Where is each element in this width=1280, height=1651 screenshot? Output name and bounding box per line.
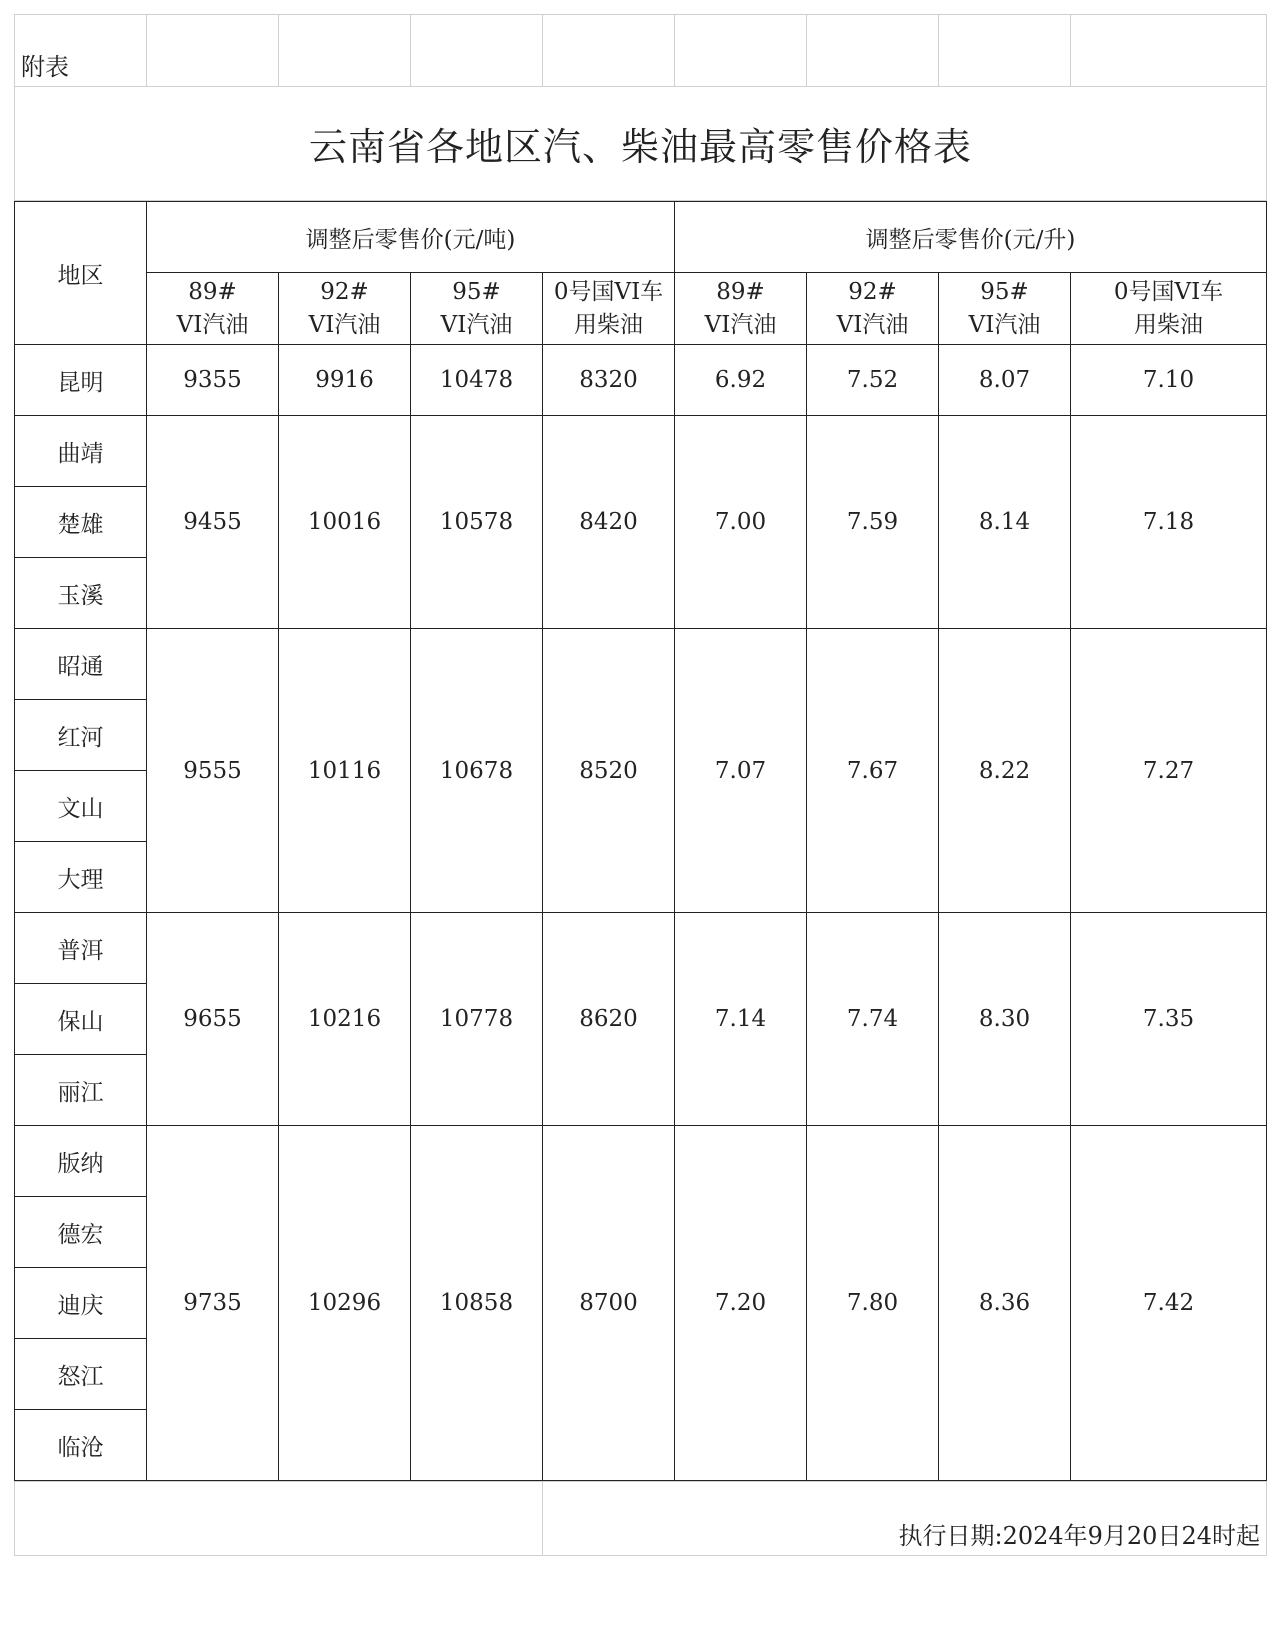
price-cell: 8.36 — [939, 1126, 1071, 1481]
region-cell: 楚雄 — [15, 487, 147, 558]
price-cell: 8.07 — [939, 345, 1071, 416]
price-cell: 9916 — [279, 345, 411, 416]
region-cell: 红河 — [15, 700, 147, 771]
column-header-line-2: VI汽油 — [176, 311, 249, 338]
price-cell: 7.52 — [807, 345, 939, 416]
region-cell: 昆明 — [15, 345, 147, 416]
column-header-line-2: VI汽油 — [440, 311, 513, 338]
price-cell: 7.67 — [807, 629, 939, 913]
price-cell: 7.27 — [1071, 629, 1267, 913]
price-cell: 8.22 — [939, 629, 1071, 913]
column-header-line-2: 用柴油 — [1134, 311, 1204, 338]
region-cell: 怒江 — [15, 1339, 147, 1410]
group-header-per-ton: 调整后零售价(元/吨) — [147, 202, 675, 273]
page-title: 云南省各地区汽、柴油最高零售价格表 — [15, 87, 1267, 201]
price-cell: 7.80 — [807, 1126, 939, 1481]
table-row — [15, 1126, 1267, 1197]
sheet-footer — [14, 1481, 1267, 1556]
table-row — [15, 416, 1267, 487]
column-header — [939, 273, 1071, 345]
region-cell: 普洱 — [15, 913, 147, 984]
price-cell: 8.14 — [939, 416, 1071, 629]
price-cell: 10216 — [279, 913, 411, 1126]
column-header — [411, 273, 543, 345]
table-row — [15, 913, 1267, 984]
column-header-line-1: 92# — [320, 278, 369, 305]
price-cell: 7.07 — [675, 629, 807, 913]
region-cell: 大理 — [15, 842, 147, 913]
region-cell: 丽江 — [15, 1055, 147, 1126]
region-header: 地区 — [15, 202, 147, 345]
price-cell: 6.92 — [675, 345, 807, 416]
table-row — [15, 345, 1267, 416]
column-header — [1071, 273, 1267, 345]
price-cell: 7.74 — [807, 913, 939, 1126]
price-cell: 10116 — [279, 629, 411, 913]
column-header-line-1: 95# — [980, 278, 1029, 305]
price-cell: 10578 — [411, 416, 543, 629]
price-cell: 7.10 — [1071, 345, 1267, 416]
sheet-header — [14, 14, 1267, 201]
price-cell: 7.18 — [1071, 416, 1267, 629]
attachment-label: 附表 — [15, 15, 147, 87]
column-header-line-2: 用柴油 — [574, 311, 643, 338]
region-cell: 版纳 — [15, 1126, 147, 1197]
region-cell: 玉溪 — [15, 558, 147, 629]
column-header — [279, 273, 411, 345]
column-header-line-1: 89# — [716, 278, 765, 305]
column-header-line-1: 92# — [848, 278, 897, 305]
price-cell: 10778 — [411, 913, 543, 1126]
price-cell: 9455 — [147, 416, 279, 629]
column-header-line-1: 89# — [188, 278, 237, 305]
subheader-row — [15, 273, 1267, 345]
effective-date: 执行日期:2024年9月20日24时起 — [543, 1482, 1267, 1556]
column-header-line-2: VI汽油 — [968, 311, 1041, 338]
price-cell: 7.00 — [675, 416, 807, 629]
price-cell: 7.59 — [807, 416, 939, 629]
group-header-per-liter: 调整后零售价(元/升) — [675, 202, 1267, 273]
price-cell: 8.30 — [939, 913, 1071, 1126]
price-cell: 8700 — [543, 1126, 675, 1481]
region-cell: 曲靖 — [15, 416, 147, 487]
column-header-line-1: 95# — [452, 278, 501, 305]
table-row — [15, 629, 1267, 700]
price-cell: 10478 — [411, 345, 543, 416]
price-cell: 8320 — [543, 345, 675, 416]
price-cell: 10678 — [411, 629, 543, 913]
price-cell: 7.20 — [675, 1126, 807, 1481]
region-cell: 临沧 — [15, 1410, 147, 1481]
price-table — [14, 201, 1267, 1481]
column-header-line-2: VI汽油 — [308, 311, 381, 338]
column-header — [543, 273, 675, 345]
price-sheet — [14, 14, 1266, 1556]
region-cell: 迪庆 — [15, 1268, 147, 1339]
region-cell: 文山 — [15, 771, 147, 842]
price-cell: 9555 — [147, 629, 279, 913]
price-cell: 8620 — [543, 913, 675, 1126]
price-cell: 9735 — [147, 1126, 279, 1481]
price-cell: 8520 — [543, 629, 675, 913]
price-cell: 7.42 — [1071, 1126, 1267, 1481]
price-cell: 9355 — [147, 345, 279, 416]
column-header — [675, 273, 807, 345]
column-header-line-2: VI汽油 — [704, 311, 777, 338]
column-header — [807, 273, 939, 345]
column-header-line-2: VI汽油 — [836, 311, 909, 338]
price-body — [15, 345, 1267, 1481]
region-cell: 昭通 — [15, 629, 147, 700]
price-cell: 7.14 — [675, 913, 807, 1126]
price-cell: 7.35 — [1071, 913, 1267, 1126]
price-cell: 8420 — [543, 416, 675, 629]
region-cell: 保山 — [15, 984, 147, 1055]
price-cell: 10016 — [279, 416, 411, 629]
column-header-line-1: 0号国VI车 — [553, 278, 664, 305]
price-cell: 10858 — [411, 1126, 543, 1481]
region-cell: 德宏 — [15, 1197, 147, 1268]
column-header — [147, 273, 279, 345]
column-header-line-1: 0号国VI车 — [1113, 278, 1224, 305]
price-cell: 9655 — [147, 913, 279, 1126]
price-cell: 10296 — [279, 1126, 411, 1481]
